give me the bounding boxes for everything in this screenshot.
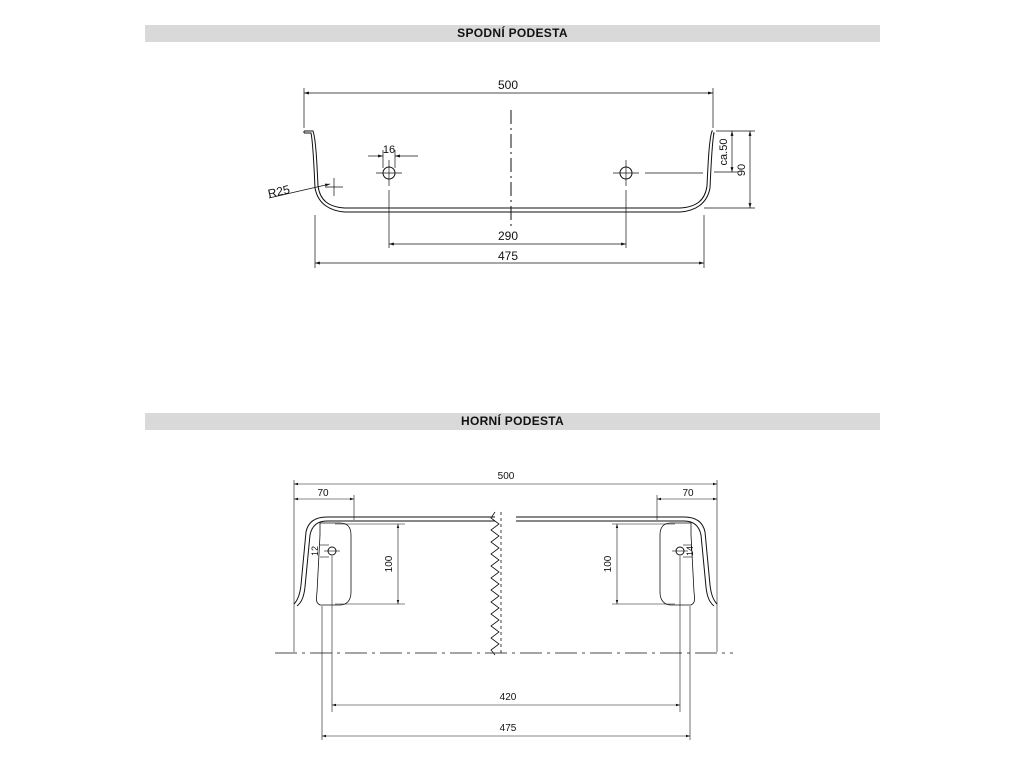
dim-overall-width: 500	[497, 78, 519, 92]
bottom-tray-inner	[304, 133, 714, 212]
dim-top-right-hole-height: 100	[603, 555, 614, 573]
dim-top-left-flange: 70	[317, 488, 329, 499]
dim-top-right-hole-diameter: 14	[685, 545, 695, 557]
top-dimension-labels	[310, 471, 695, 734]
dim-hole-diameter: 16	[382, 144, 396, 156]
dim-top-left-hole-diameter: 12	[310, 545, 320, 557]
dim-top-hole-spacing: 420	[499, 692, 517, 703]
dim-base-width: 475	[497, 249, 519, 263]
top-left-plate	[316, 523, 351, 605]
section-header-bottom-platform: SPODNÍ PODESTA	[145, 25, 880, 42]
dim-hole-spacing: 290	[497, 229, 519, 243]
top-right-plate	[660, 523, 695, 605]
top-right-bracket-inner	[516, 521, 714, 606]
section-header-top-platform: HORNÍ PODESTA	[145, 413, 880, 430]
top-right-bracket-outer	[516, 517, 717, 604]
bottom-dimension-labels	[267, 78, 748, 263]
top-left-bracket-inner	[297, 521, 495, 606]
dim-approx-height: ca.50	[718, 138, 730, 166]
dim-top-overall-width: 500	[497, 471, 515, 482]
dim-height: 90	[736, 163, 748, 177]
break-line-left	[491, 512, 499, 655]
dim-top-base-width: 475	[499, 723, 517, 734]
dim-radius: R25	[266, 182, 292, 201]
dim-top-right-flange: 70	[682, 488, 694, 499]
bottom-tray-outline	[304, 131, 713, 208]
dim-top-left-hole-height: 100	[384, 555, 395, 573]
